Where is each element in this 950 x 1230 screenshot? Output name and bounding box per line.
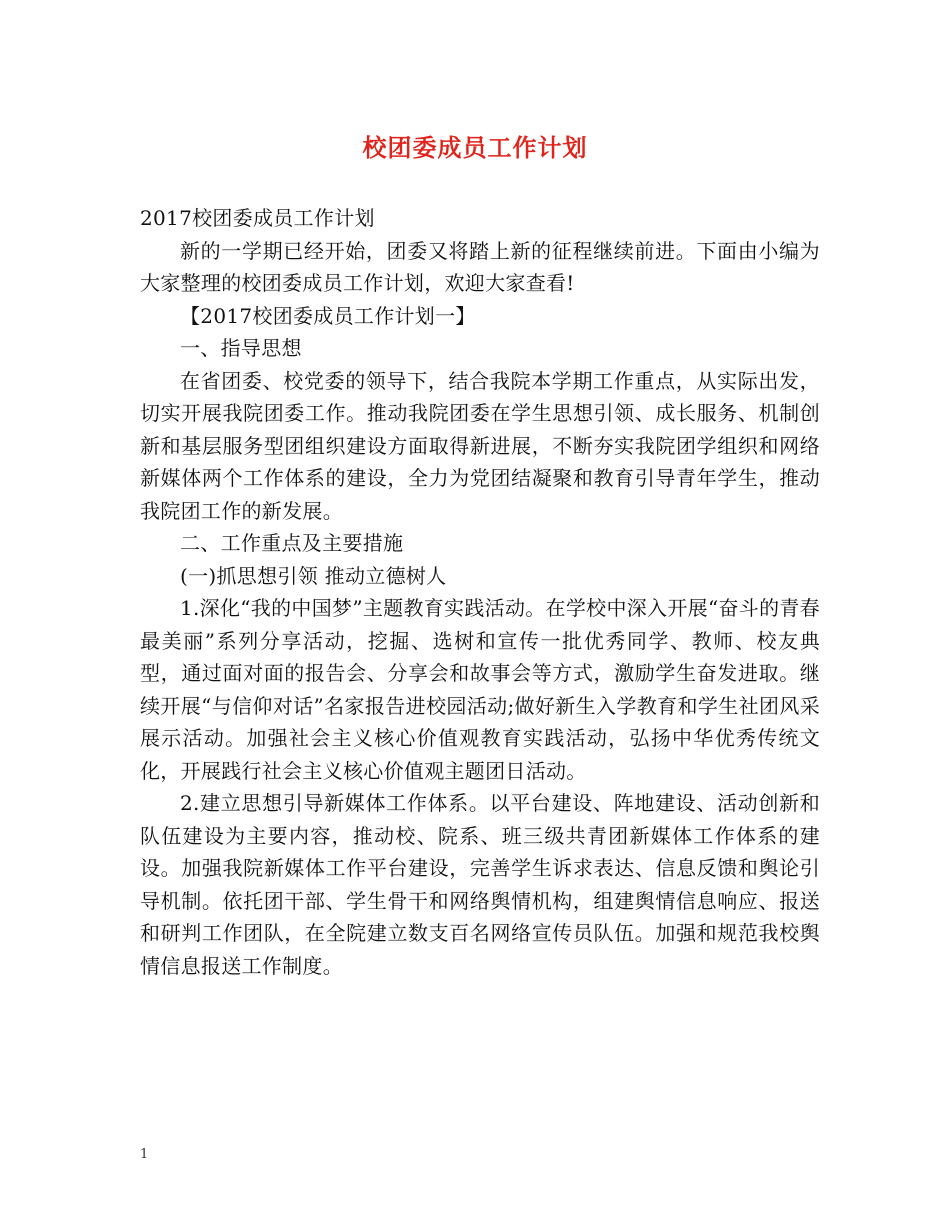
page-number: 1 [140,1147,149,1162]
item-2-paragraph: 2.建立思想引导新媒体工作体系。以平台建设、阵地建设、活动创新和队伍建设为主要内容，推动校、院系、班三级共青团新媒体工作体系的建设。加强我院新媒体工作平台建设，完善学生诉求表达、信息反馈和舆论引导机制。依托团干部、学生骨干和网络舆情机构，组建舆情信息响应、报送和研判工作团队，在全院建立数支百名网络宣传员队伍。加强和规范我校舆情信息报送工作制度。 [140,791,820,978]
section-heading-work-focus: 二、工作重点及主要措施 [180,531,404,555]
document-title: 校团委成员工作计划 [362,133,588,162]
plan-heading: 【2017校团委成员工作计划一】 [180,303,476,328]
item-1-paragraph: 1.深化“我的中国梦”主题教育实践活动。在学校中深入开展“奋斗的青春最美丽”系列分享活动，挖掘、选树和宣传一批优秀同学、教师、校友典型，通过面对面的报告会、分享会和故事会等方式，激励学生奋发进取。继续开展“与信仰对话”名家报告进校园活动;做好新生入学教育和学生社团风采展示活动。加强社会主义核心价值观教育实践活动，弘扬中华优秀传统文化，开展践行社会主义核心价值观主题团日活动。 [140,596,820,783]
section-heading-guiding-ideology: 一、指导思想 [180,336,302,360]
subtitle-paragraph: 2017校团委成员工作计划 [140,206,375,230]
guiding-ideology-paragraph: 在省团委、校党委的领导下，结合我院本学期工作重点，从实际出发，切实开展我院团委工作。推动我院团委在学生思想引领、成长服务、机制创新和基层服务型团组织建设方面取得新进展，不断夯实我院团学组织和网络新媒体两个工作体系的建设，全力为党团结凝聚和教育引导青年学生，推动我院团工作的新发展。 [140,368,820,523]
intro-paragraph: 新的一学期已经开始，团委又将踏上新的征程继续前进。下面由小编为大家整理的校团委成员工作计划，欢迎大家查看! [140,238,820,295]
document-body [140,202,820,982]
subsection-heading-ideology-guidance: (一)抓思想引领 推动立德树人 [180,563,447,588]
